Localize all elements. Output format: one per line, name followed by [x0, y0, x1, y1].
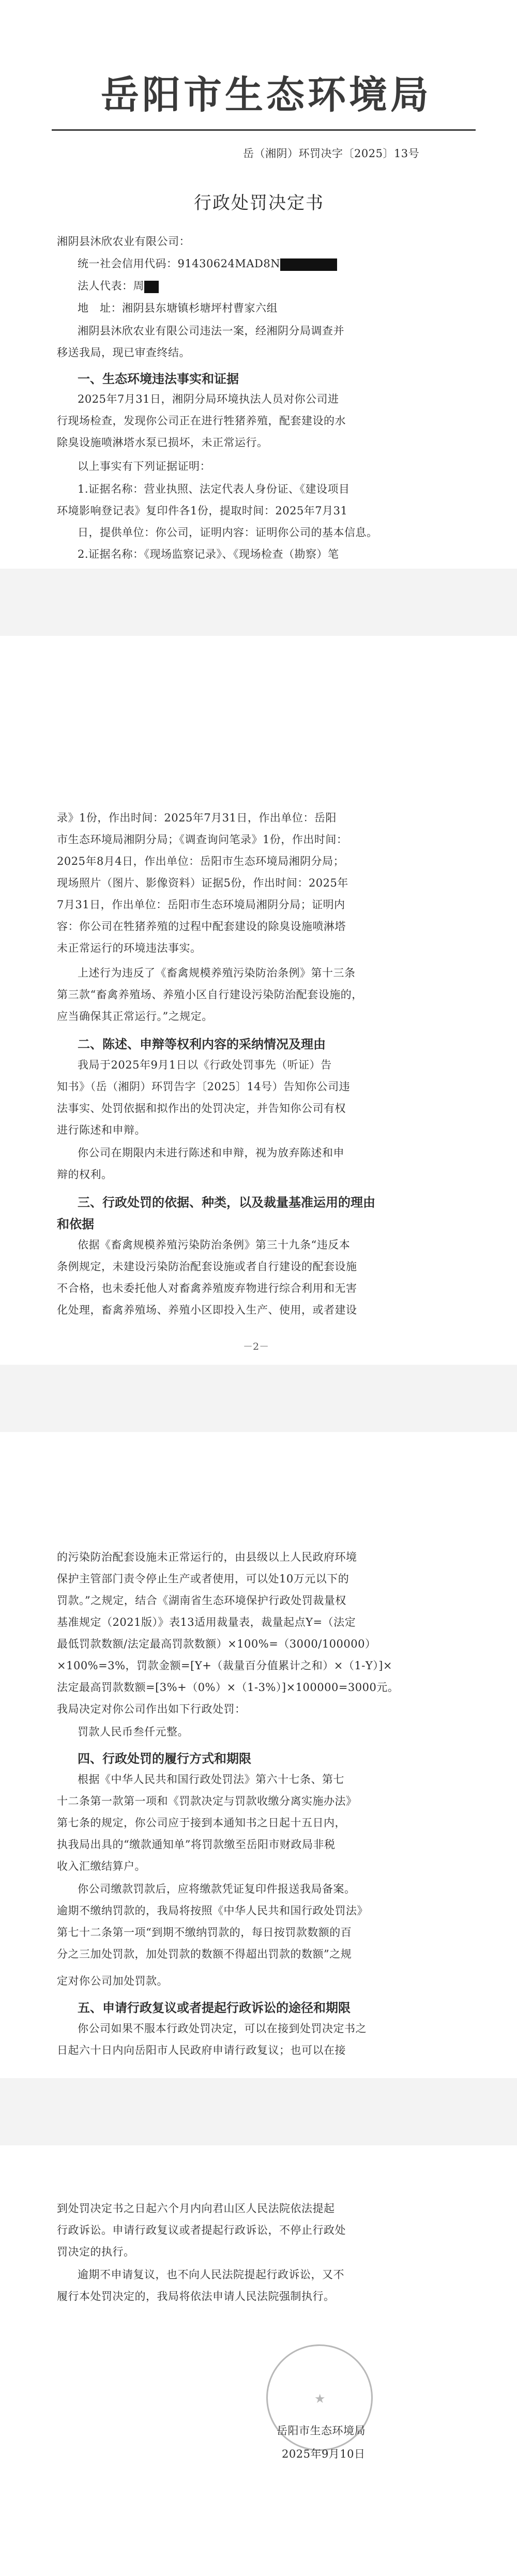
- section-5-title: 五、申请行政复议或者提起行政诉讼的途径和期限: [78, 2001, 351, 2015]
- header-rule: [52, 129, 476, 131]
- party-name: 湘阴县沐欣农业有限公司：: [57, 235, 190, 248]
- law-violation-line: 应当确保其正常运行。”之规定。: [57, 1010, 213, 1023]
- page-gap: [0, 2078, 517, 2145]
- section-5-line: 逾期不申请复议，也不向人民法院提起行政诉讼，又不: [78, 2268, 344, 2281]
- section-3-line: 不合格，也未委托他人对畜禽养殖废弃物进行综合利用和无害: [57, 1282, 357, 1294]
- section-2-line: 知书》（岳（湘阴）环罚告字〔2025〕14号）告知你公司违: [57, 1080, 351, 1093]
- section-3-line: 我局决定对你公司作出如下行政处罚：: [57, 1703, 246, 1715]
- section-2-line: 你公司在期限内未进行陈述和申辩，视为放弃陈述和申: [78, 1147, 344, 1159]
- redaction-bar: [280, 258, 337, 271]
- section-5-line: 行政诉讼。申请行政复议或者提起行政诉讼，不停止行政处: [57, 2224, 346, 2236]
- law-violation-line: 上述行为违反了《畜禽规模养殖污染防治条例》第十三条: [78, 967, 356, 979]
- section-3-title: 和依据: [57, 1217, 94, 1231]
- signoff-date: 2025年9月10日: [282, 2448, 366, 2460]
- section-4-line: 逾期不缴纳罚款的，我局将按照《中华人民共和国行政处罚法》: [57, 1904, 368, 1917]
- section-4-line: 第七条的规定，你公司应于接到本通知书之日起十五日内，: [57, 1817, 346, 1829]
- doc-number: 岳（湘阴）环罚决字〔2025〕13号: [243, 147, 420, 160]
- section-2-line: 法事实、处罚依据和拟作出的处罚决定，并告知你公司有权: [57, 1102, 346, 1115]
- evidence-2-line: 7月31日，作出单位：岳阳市生态环境局湘阴分局；证明内: [57, 898, 345, 911]
- credit-code-line: [78, 257, 337, 271]
- credit-code: 统一社会信用代码：91430624MAD8N: [78, 257, 281, 270]
- evidence-2-line: 未正常运行的环境违法事实。: [57, 942, 202, 954]
- legal-rep: 法人代表：周: [78, 280, 144, 292]
- page-3-cont: [0, 1975, 517, 2078]
- section-3-line: 罚款。”之规定，结合《湖南省生态环境保护行政处罚裁量权: [57, 1594, 346, 1607]
- section-3-title: 三、行政处罚的依据、种类，以及裁量基准运用的理由: [78, 1195, 375, 1210]
- section-5-line: 日起六十日内向岳阳市人民政府申请行政复议；也可以在接: [57, 2044, 346, 2056]
- org-title: 岳阳市生态环境局: [101, 73, 432, 117]
- section-4-line: 执我局出具的“缴款通知单”将罚款缴至岳阳市财政局非税: [57, 1838, 336, 1851]
- section-4-line: 你公司缴款罚款后，应将缴款凭证复印件报送我局备案。: [78, 1883, 356, 1895]
- evidence-2-line: 市生态环境局湘阴分局；《调查询问笔录》1份，作出时间：: [57, 833, 348, 846]
- section-3-line: 保护主管部门责令停止生产或者使用，可以处10万元以下的: [57, 1573, 349, 1585]
- party-address: 地 址：湘阴县东塘镇杉塘坪村曹家六组: [78, 302, 278, 314]
- section-3-line: 的污染防治配套设施未正常运行的，由县级以上人民政府环境: [57, 1551, 357, 1563]
- section-2-title: 二、陈述、申辩等权利内容的采纳情况及理由: [78, 1037, 326, 1051]
- section-3-line: ×100%=3%，罚款金额=[Y+（裁量百分值累计之和）×（1-Y）]×: [57, 1659, 392, 1672]
- page-2: [0, 636, 517, 1365]
- redaction-bar: [144, 281, 159, 293]
- section-3-line: 最低罚款数额/法定最高罚款数额）×100%=（3000/100000）: [57, 1638, 376, 1650]
- section-4-line: 分之三加处罚款，加处罚款的数额不得超出罚款的数额”之规: [57, 1948, 352, 1960]
- section-3-line: 基准规定（2021版）》表13适用裁量表，裁量起点Y=（法定: [57, 1616, 356, 1628]
- section-4-line: 定对你公司加处罚款。: [57, 1975, 168, 1987]
- section-4-line: 第七十二条第一项“到期不缴纳罚款的，每日按罚款数额的百: [57, 1926, 352, 1939]
- section-1-title: 一、生态环境违法事实和证据: [78, 372, 239, 386]
- page-1: [0, 0, 517, 569]
- section-1-line: 2025年7月31日，湘阴分局环境执法人员对你公司进: [78, 393, 339, 405]
- evidence-2-line: 录》1份，作出时间：2025年7月31日，作出单位：岳阳: [57, 812, 337, 824]
- evidence-1-line: 环境影响登记表》复印件各1份，提取时间：2025年7月31: [57, 505, 348, 517]
- section-4-line: 根据《中华人民共和国行政处罚法》第六十七条、第七: [78, 1773, 344, 1786]
- intro-line: 湘阴县沐欣农业有限公司违法一案，经湘阴分局调查并: [78, 325, 344, 337]
- rep-line: [78, 280, 159, 293]
- signoff-org: 岳阳市生态环境局: [277, 2425, 366, 2437]
- page-gap: [0, 1365, 517, 1432]
- section-3-line: 依据《畜禽规模养殖污染防治条例》第三十九条“违反本: [78, 1239, 351, 1251]
- section-3-line: 法定最高罚款数额=[3%+（0%）×（1-3%）]×100000=3000元。: [57, 1681, 399, 1694]
- section-3-line: 化处理，畜禽养殖场、养殖小区即投入生产、使用，或者建设: [57, 1304, 357, 1316]
- page-3: [0, 1432, 517, 1975]
- doc-title: 行政处罚决定书: [194, 193, 324, 214]
- section-3-line: 条例规定，未建设污染防治配套设施或者自行建设的配套设施: [57, 1260, 357, 1273]
- evidence-2-line: 2025年8月4日，作出单位：岳阳市生态环境局湘阴分局；: [57, 855, 345, 867]
- section-1-line: 行现场检查，发现你公司正在进行牲猪养殖，配套建设的水: [57, 415, 346, 427]
- penalty-line: 罚款人民币叁仟元整。: [78, 1726, 189, 1738]
- evidence-2-line: 容：你公司在牲猪养殖的过程中配套建设的除臭设施喷淋塔: [57, 920, 346, 933]
- evidence-2-line: 现场照片（图片、影像资料）证据5份，作出时间：2025年: [57, 877, 348, 889]
- section-2-line: 辩的权利。: [57, 1168, 113, 1181]
- section-2-line: 进行陈述和申辩。: [57, 1124, 146, 1136]
- page-gap: [0, 569, 517, 636]
- section-4-title: 四、行政处罚的履行方式和期限: [78, 1751, 251, 1766]
- intro-line: 移送我局，现已审查终结。: [57, 346, 190, 359]
- evidence-intro: 以上事实有下列证据证明：: [78, 460, 211, 472]
- section-4-line: 十二条第一款第一项和《罚款决定与罚款收缴分离实施办法》: [57, 1795, 357, 1807]
- section-5-line: 罚决定的执行。: [57, 2246, 135, 2258]
- section-2-line: 我局于2025年9月1日以《行政处罚事先（听证）告: [78, 1059, 332, 1071]
- evidence-1-line: 1.证据名称：营业执照、法定代表人身份证、《建设项目: [78, 483, 350, 495]
- evidence-2-line: 2.证据名称：《现场监察记录》、《现场检查（勘察）笔: [78, 548, 339, 560]
- section-4-line: 收入汇缴结算户。: [57, 1860, 146, 1872]
- section-1-line: 除臭设施喷淋塔水泵已损坏，未正常运行。: [57, 436, 268, 449]
- section-5-line: 履行本处罚决定的，我局将依法申请人民法院强制执行。: [57, 2290, 335, 2303]
- page-4: [0, 2145, 517, 2576]
- evidence-1-line: 日，提供单位：你公司，证明内容：证明你公司的基本信息。: [78, 526, 378, 539]
- section-5-line: 到处罚决定书之日起六个月内向君山区人民法院依法提起: [57, 2202, 335, 2215]
- page-number: －2－: [243, 1341, 269, 1352]
- law-violation-line: 第三款“畜禽养殖场、养殖小区自行建设污染防治配套设施的，: [57, 988, 363, 1001]
- section-5-line: 你公司如果不服本行政处罚决定，可以在接到处罚决定书之: [78, 2022, 367, 2035]
- official-seal: ★: [266, 2344, 373, 2451]
